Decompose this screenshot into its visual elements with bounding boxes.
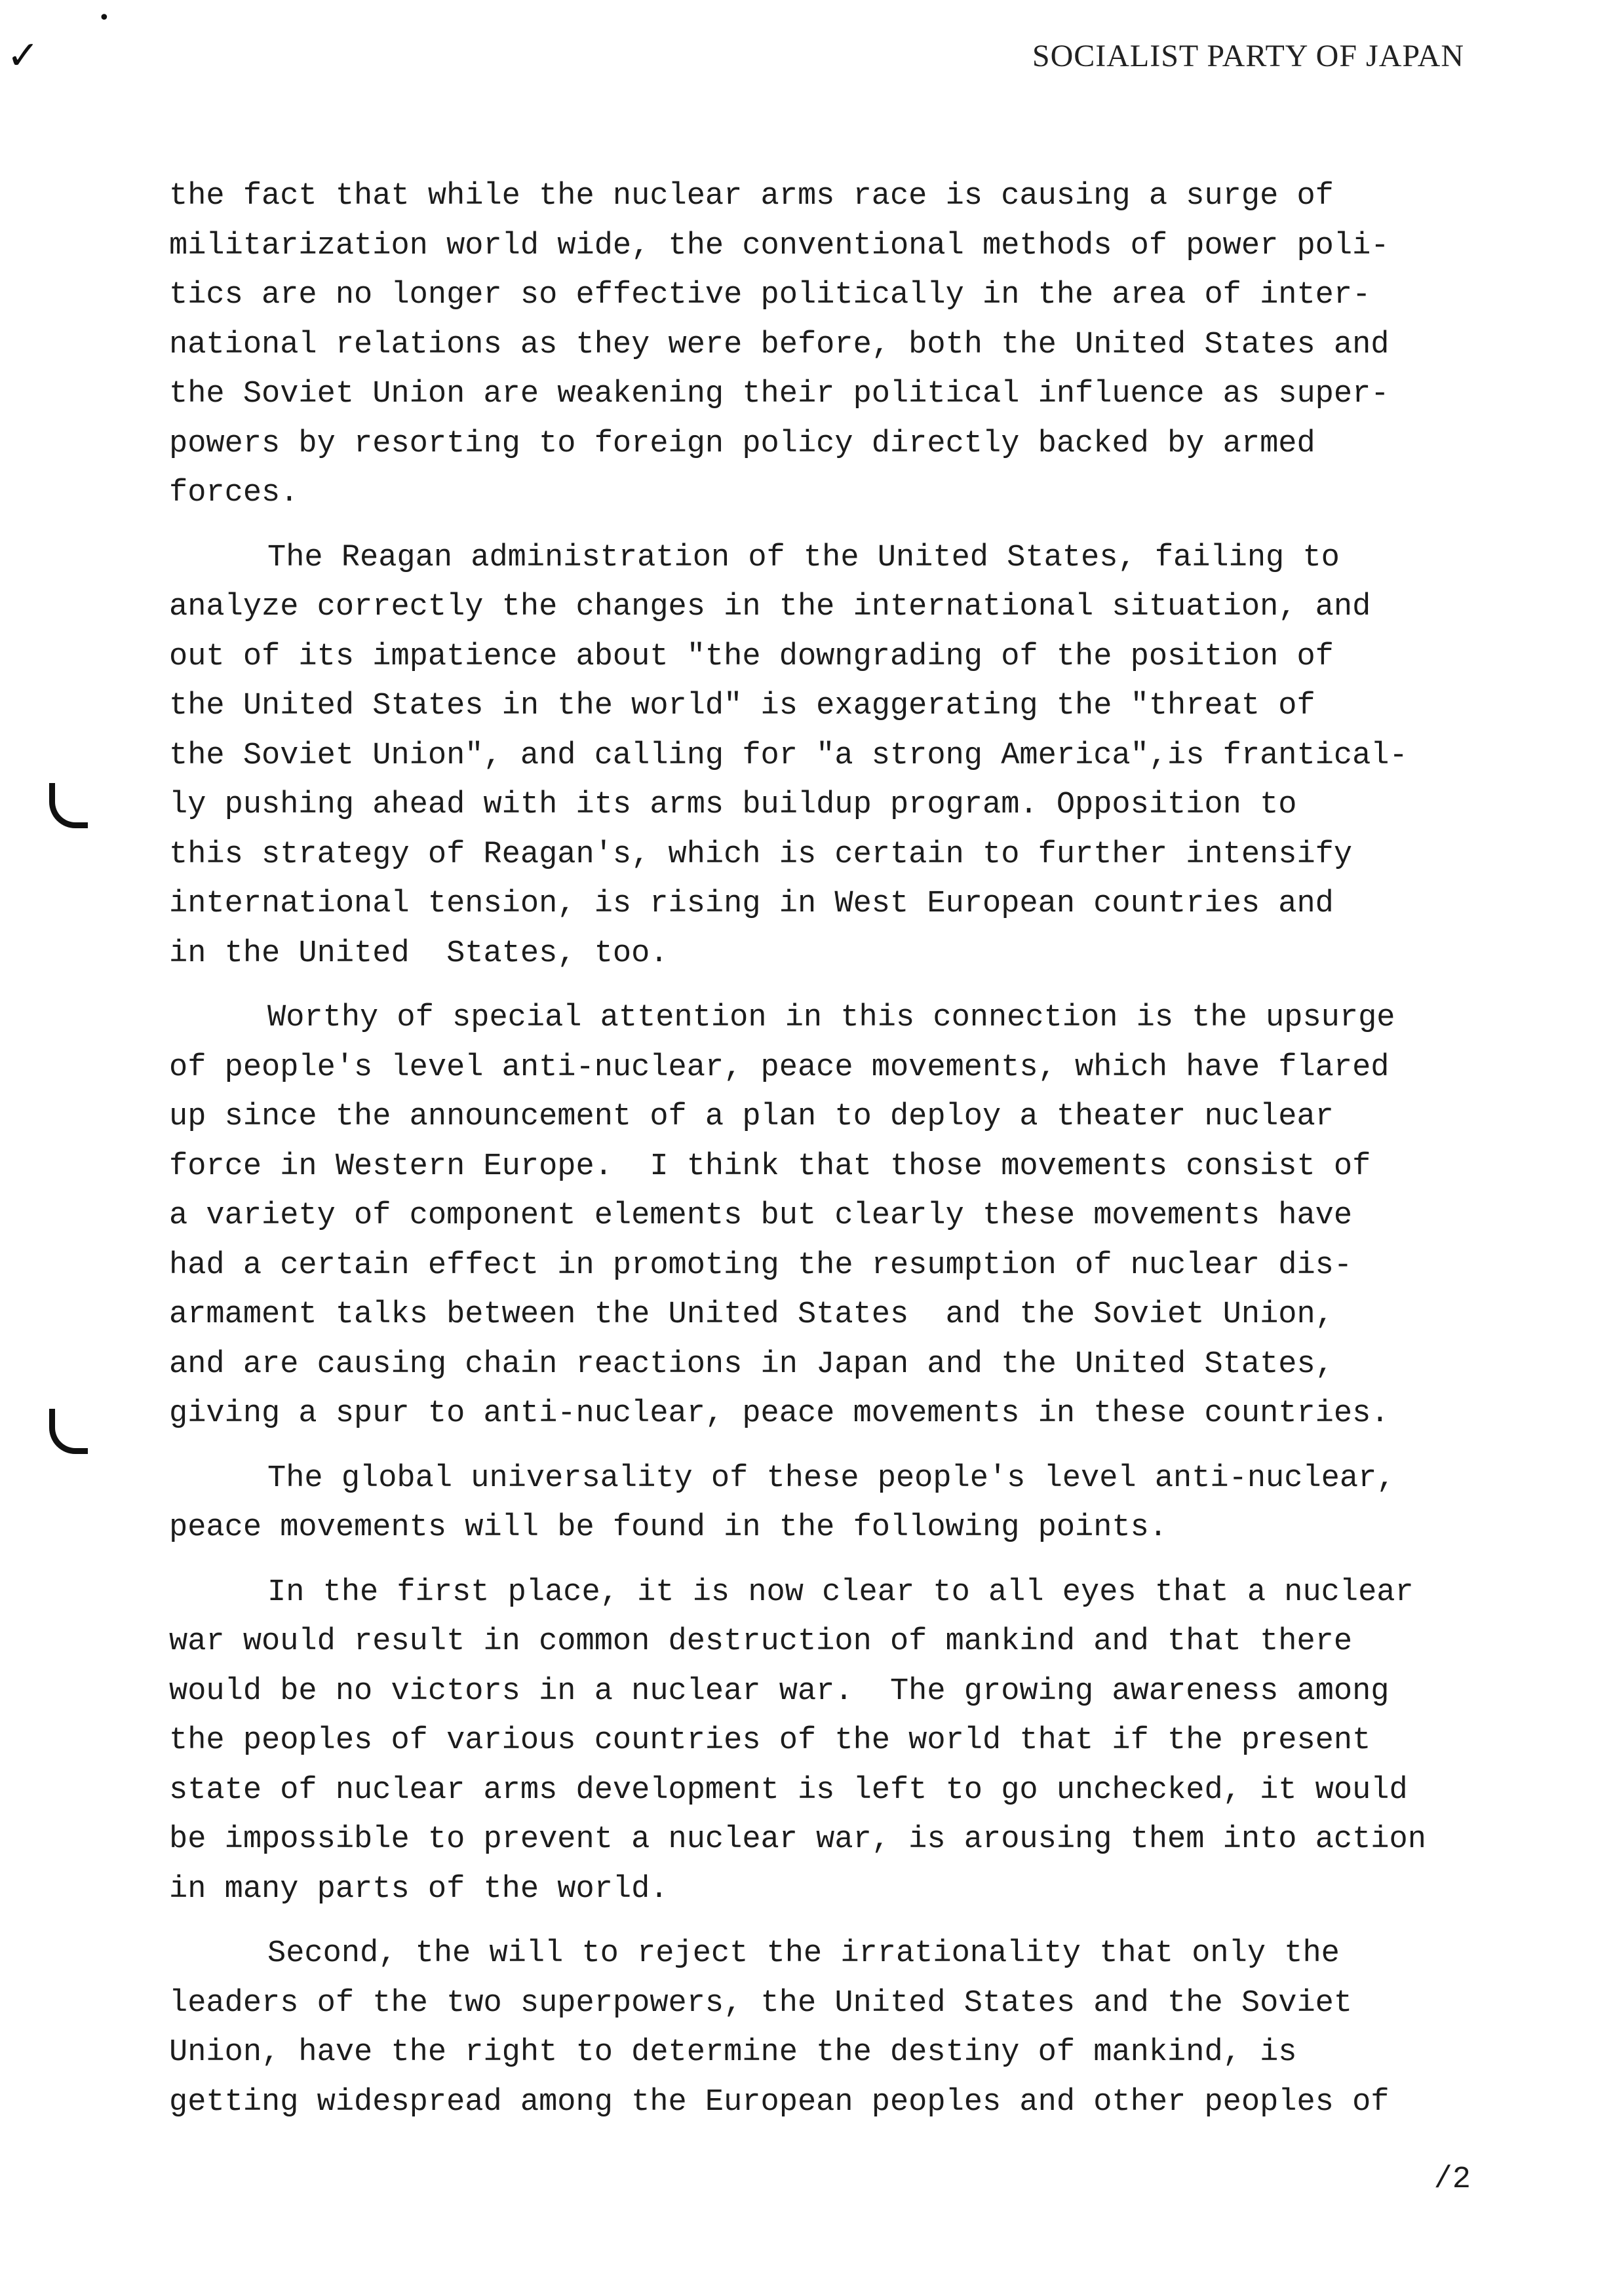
text-line: the United States in the world" is exaggerating the "threat of: [169, 689, 1315, 723]
text-line: leaders of the two superpowers, the United States and the Soviet: [169, 1985, 1353, 2021]
text-line: a variety of component elements but clearly these movements have: [169, 1198, 1353, 1233]
text-line: Union, have the right to determine the destiny of mankind, is: [169, 2035, 1297, 2070]
text-line: international tension, is rising in West European countries and: [169, 887, 1334, 921]
text-line: the Soviet Union", and calling for "a strong America",is frantical-: [169, 738, 1408, 773]
text-line: ly pushing ahead with its arms buildup program. Opposition to: [169, 788, 1297, 822]
handwritten-tick-mark: ✓: [7, 33, 40, 79]
text-line: of people's level anti-nuclear, peace movements, which have flared: [169, 1050, 1390, 1085]
text-line: powers by resorting to foreign policy directly backed by armed: [169, 426, 1315, 461]
text-line: In the first place, it is now clear to all eyes that a nuclear: [267, 1575, 1414, 1610]
text-line: tics are no longer so effective politically in the area of inter-: [169, 278, 1371, 313]
letterhead-title: SOCIALIST PARTY OF JAPAN: [1032, 39, 1464, 73]
text-line: Worthy of special attention in this connection is the upsurge: [267, 1001, 1395, 1035]
paragraph: [169, 533, 1532, 979]
paragraph: [169, 172, 1532, 518]
text-line: up since the announcement of a plan to deploy a theater nuclear: [169, 1100, 1334, 1134]
text-line: state of nuclear arms development is left to go unchecked, it would: [169, 1772, 1408, 1808]
text-line: The global universality of these people's level anti-nuclear,: [267, 1461, 1395, 1496]
text-line: war would result in common destruction of mankind and that there: [169, 1624, 1353, 1659]
paragraph: [169, 1454, 1532, 1553]
text-line: militarization world wide, the conventional methods of power poli-: [169, 228, 1390, 263]
ink-dot: •: [98, 7, 110, 29]
text-line: The Reagan administration of the United States, failing to: [267, 540, 1340, 575]
text-line: peace movements will be found in the following points.: [169, 1510, 1168, 1545]
text-line: be impossible to prevent a nuclear war, is arousing them into action: [169, 1822, 1426, 1857]
text-line: giving a spur to anti-nuclear, peace movements in these countries.: [169, 1396, 1390, 1431]
text-line: forces.: [169, 476, 299, 510]
text-line: getting widespread among the European peoples and other peoples of: [169, 2084, 1390, 2120]
text-line: would be no victors in a nuclear war. The growing awareness among: [169, 1674, 1390, 1709]
text-line: out of its impatience about "the downgrading of the position of: [169, 639, 1334, 674]
text-line: the peoples of various countries of the world that if the present: [169, 1723, 1371, 1758]
paragraph: [169, 993, 1532, 1439]
text-line: this strategy of Reagan's, which is certain to further intensify: [169, 837, 1353, 872]
text-line: force in Western Europe. I think that those movements consist of: [169, 1149, 1371, 1184]
document-body: [169, 172, 1532, 2142]
text-line: in many parts of the world.: [169, 1871, 669, 1907]
text-line: Second, the will to reject the irrationality that only the: [267, 1936, 1340, 1971]
text-line: analyze correctly the changes in the international situation, and: [169, 590, 1371, 624]
text-line: had a certain effect in promoting the resumption of nuclear dis-: [169, 1248, 1353, 1283]
punch-hole-mark: [49, 1409, 88, 1454]
text-line: and are causing chain reactions in Japan and the United States,: [169, 1347, 1334, 1382]
punch-hole-mark: [49, 783, 88, 828]
page-number: /2: [1433, 2162, 1471, 2197]
paragraph: [169, 1568, 1532, 1915]
text-line: in the United States, too.: [169, 936, 669, 971]
text-line: the fact that while the nuclear arms race is causing a surge of: [169, 179, 1334, 214]
text-line: national relations as they were before, both the United States and: [169, 327, 1390, 362]
paragraph: [169, 1929, 1532, 2127]
text-line: the Soviet Union are weakening their political influence as super-: [169, 377, 1390, 411]
text-line: armament talks between the United States and the Soviet Union,: [169, 1297, 1334, 1332]
